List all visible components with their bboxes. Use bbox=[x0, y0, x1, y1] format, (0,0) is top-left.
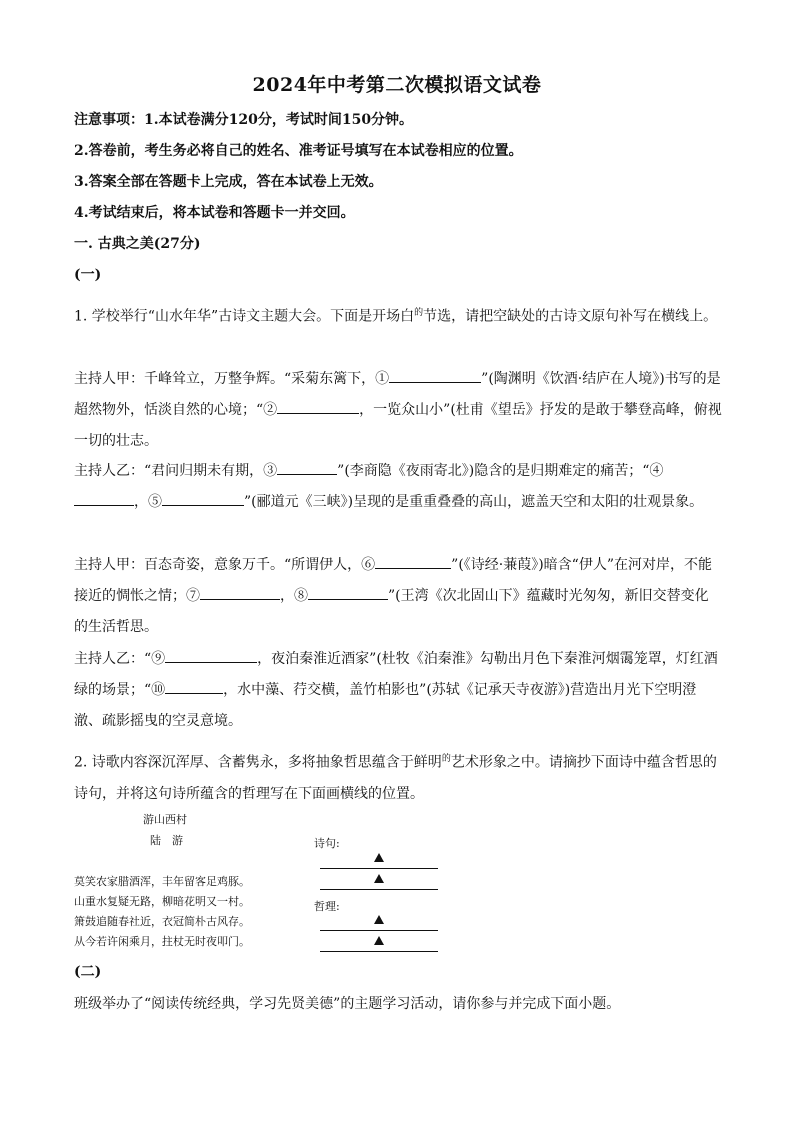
answer-blank-3[interactable] bbox=[277, 458, 337, 475]
section-heading: 一. 古典之美(27分) bbox=[74, 236, 201, 252]
poem-title: 游山西村 bbox=[143, 813, 187, 826]
answer-blank-8[interactable] bbox=[308, 583, 388, 600]
sub-heading-2: (二) bbox=[74, 964, 102, 980]
verse-answer-line-1[interactable] bbox=[320, 848, 438, 869]
answer-blank-6[interactable] bbox=[375, 552, 451, 569]
poem-line-2: 山重水复疑无路，柳暗花明又一村。 bbox=[74, 895, 250, 908]
philosophy-answer-line-1[interactable] bbox=[320, 910, 438, 931]
verse-answer-line-2[interactable] bbox=[320, 869, 438, 890]
poem-line-1: 莫笑农家腊酒浑，丰年留客足鸡豚。 bbox=[74, 875, 250, 888]
note-1: 注意事项：1.本试卷满分120分，考试时间150分钟。 bbox=[74, 112, 414, 128]
verse-label: 诗句: bbox=[314, 837, 340, 850]
answer-blank-5[interactable] bbox=[162, 489, 244, 506]
answer-blank-10[interactable] bbox=[165, 677, 223, 694]
triangle-icon bbox=[374, 874, 384, 883]
poem-line-3: 箫鼓追随春社近，衣冠简朴古风存。 bbox=[74, 915, 250, 928]
question-1-intro: 1. 学校举行“山水年华”古诗文主题大会。下面是开场白$^的$节选，请把空缺处的古诗文原句补写在横线上。 bbox=[74, 308, 718, 325]
host-a-paragraph-1: 主持人甲：千峰耸立，万整争辉。“采菊东篱下，① ”(陶渊明《饮酒·结庐在人境》)书写的是超然物外，恬淡自然的心境；“② ，一览众山小”(杜甫《望岳》抒发的是敢于攀登高峰，俯视一切的壮志。 bbox=[74, 364, 722, 457]
triangle-icon bbox=[374, 915, 384, 924]
answer-blank-9[interactable] bbox=[165, 646, 257, 663]
poem-author: 陆 游 bbox=[150, 834, 183, 847]
note-3: 3.答案全部在答题卡上完成，答在本试卷上无效。 bbox=[74, 174, 383, 190]
triangle-icon bbox=[374, 936, 384, 945]
host-b-paragraph-2: 主持人乙：“⑨ ，夜泊秦淮近酒家”(杜牧《泊秦淮》勾勒出月色下秦淮河烟霭笼罩，灯红酒绿的场景；“⑩ ，水中藻、荇交横，盖竹柏影也”(苏轼《记承天寺夜游》)营造出月光下空明澄澈、疏影摇曳的空灵意境。 bbox=[74, 644, 722, 737]
poem-line-4: 从今若许闲乘月，拄杖无时夜叩门。 bbox=[74, 935, 250, 948]
philosophy-answer-line-2[interactable] bbox=[320, 931, 438, 952]
note-4: 4.考试结束后，将本试卷和答题卡一并交回。 bbox=[74, 205, 355, 221]
note-2: 2.答卷前，考生务必将自己的姓名、准考证号填写在本试卷相应的位置。 bbox=[74, 143, 523, 159]
page-title: 2024年中考第二次模拟语文试卷 bbox=[252, 74, 542, 96]
host-b-paragraph-1: 主持人乙：“君问归期未有期，③ ”(李商隐《夜雨寄北》)隐含的是归期难定的痛苦；“④，⑤ ”(郦道元《三峡》)呈现的是重重叠叠的高山，遮盖天空和太阳的壮观景象。 bbox=[74, 456, 722, 518]
sub-2-intro: 班级举办了“阅读传统经典，学习先贤美德”的主题学习活动，请你参与并完成下面小题。 bbox=[74, 996, 621, 1012]
answer-blank-7[interactable] bbox=[200, 583, 280, 600]
answer-blank-2[interactable] bbox=[277, 397, 359, 414]
answer-blank-1[interactable] bbox=[389, 366, 481, 383]
host-a-paragraph-2: 主持人甲：百态奇姿，意象万千。“所谓伊人，⑥ ”(《诗经·蒹葭》)暗含“伊人”在河对岸，不能接近的惆怅之情；⑦ ，⑧ ”(王湾《次北固山下》蕴藏时光匆匆，新旧交替变化的生活哲思。 bbox=[74, 550, 722, 643]
question-2-text: 2. 诗歌内容深沉浑厚、含蓄隽永，多将抽象哲思蕴含于鲜明$^的$艺术形象之中。请摘抄下面诗中蕴含哲思的诗句，并将这句诗所蕴含的哲理写在下面画横线的位置。 bbox=[74, 754, 717, 802]
sub-heading-1: (一) bbox=[74, 267, 102, 283]
answer-blank-4[interactable] bbox=[74, 489, 134, 506]
philosophy-label: 哲理: bbox=[314, 900, 340, 913]
triangle-icon bbox=[374, 853, 384, 862]
